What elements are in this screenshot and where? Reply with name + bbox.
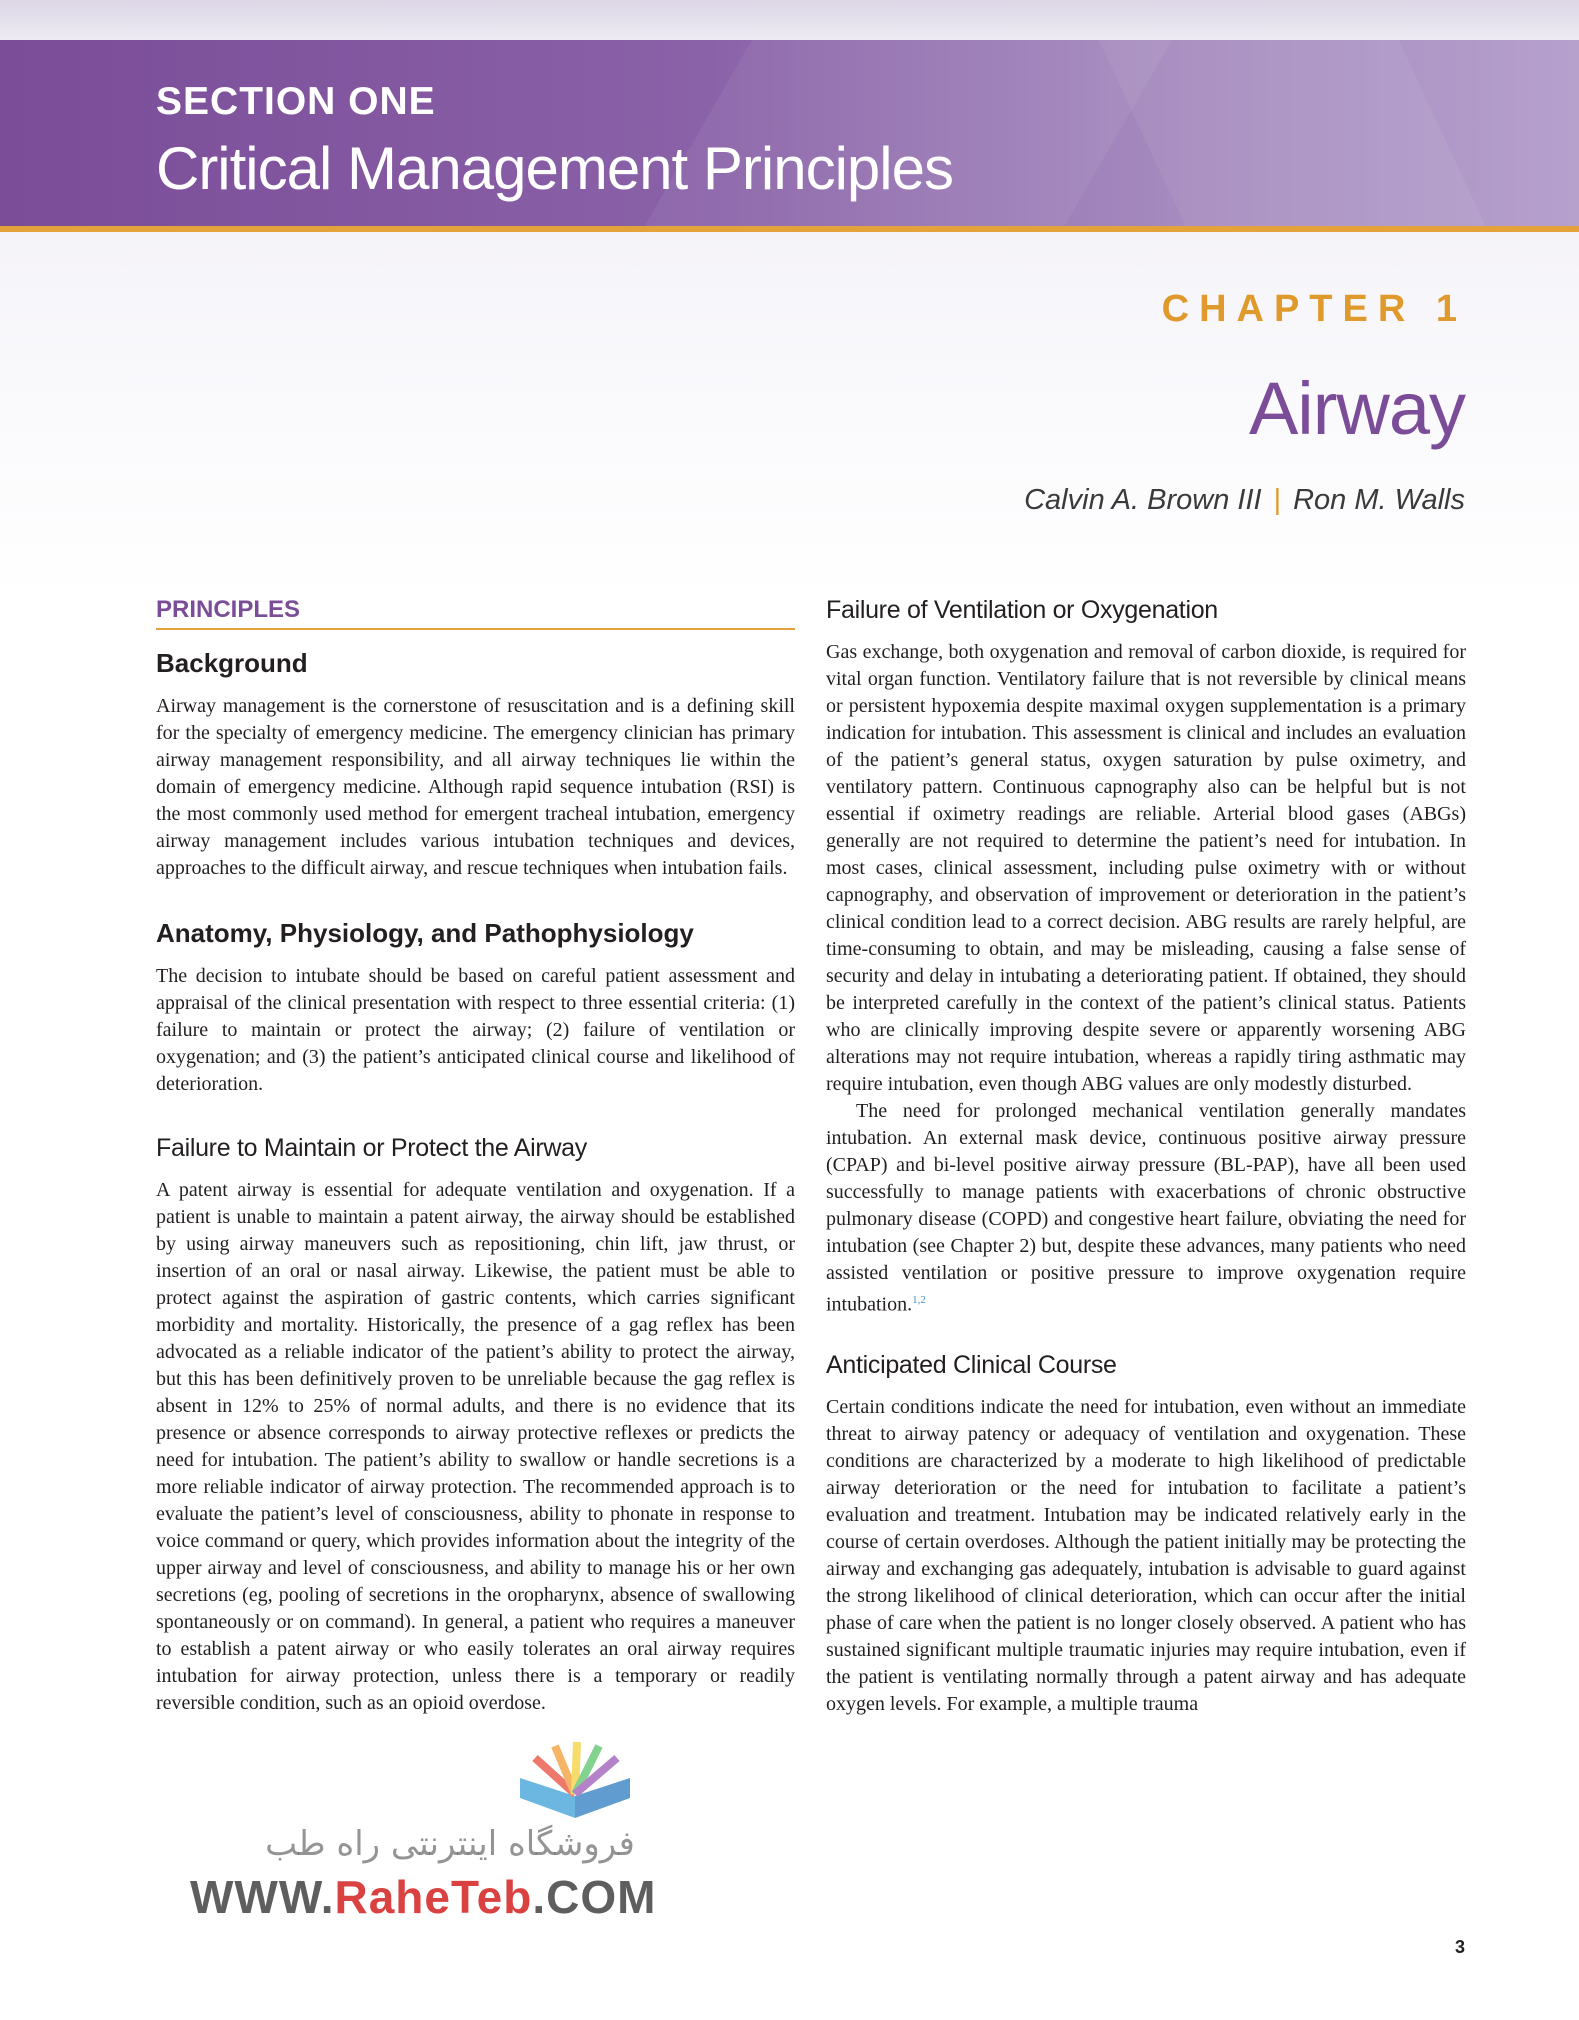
watermark-url: [190, 1870, 656, 1924]
section-label: SECTION ONE: [156, 80, 436, 123]
background-heading: Background: [156, 648, 308, 678]
course-heading: Anticipated Clinical Course: [826, 1350, 1117, 1379]
watermark-url-suffix: .COM: [532, 1871, 657, 1923]
watermark-url-prefix: WWW.: [190, 1871, 335, 1923]
watermark-url-brand: RaheTeb: [334, 1871, 533, 1923]
left-column: [156, 596, 795, 1717]
book-logo-icon: [515, 1738, 635, 1828]
author-second: Ron M. Walls: [1293, 484, 1465, 516]
course-paragraph: Certain conditions indicate the need for intubation, even without an immediate threat to airway patency or adequacy of ventilation and oxygenation. These conditions are characterized by a moderate to high likelihood of predictable airway deterioration or the need for intubation to facilitate a patient’s evaluation and treatment. Intubation may be indicated relatively early in the course of certain overdoses. Although the patient initially may be protecting the airway and exchanging gas adequately, intubation is advisable to guard against the strong likelihood of clinical deterioration, which can occur after the initial phase of care when the patient is no longer closely observed. A patient who has sustained significant multiple traumatic injuries may require intubation, even if the patient is ventilating normally through a patent airway and has adequate oxygen levels. For example, a multiple trauma: [826, 1395, 1466, 1715]
principles-heading: PRINCIPLES: [156, 596, 795, 630]
author-first: Calvin A. Brown III: [1024, 484, 1262, 516]
banner-accent-line: [0, 226, 1579, 232]
failure-airway-heading: Failure to Maintain or Protect the Airway: [156, 1134, 587, 1162]
ventilation-paragraph-2: [826, 1098, 1466, 1319]
chapter-label: CHAPTER 1: [1161, 288, 1467, 330]
chapter-title: Airway: [1248, 367, 1465, 450]
right-column: [826, 596, 1466, 1718]
ventilation-paragraph-2-text: The need for prolonged mechanical ventilation generally mandates intubation. An external mask device, continuous positive airway pressure (CPAP) and bi-level positive airway pressure (BL-PAP), have all been used successfully to manage patients with exacerbations of chronic obstructive pulmonary disease (COPD) and congestive heart failure, obviating the need for intubation (see Chapter 2) but, despite these advances, many patients who need assisted ventilation or positive pressure to improve oxygenation require intubation.: [826, 1100, 1466, 1316]
ventilation-paragraph-1: Gas exchange, both oxygenation and removal of carbon dioxide, is required for vital organ function. Ventilatory failure that is not reversible by clinical means or persistent hypoxemia despite maximal oxygen supplementation is a primary indication for intubation. This assessment is clinical and includes an evaluation of the patient’s general status, oxygen saturation by pulse oximetry, and ventilatory pattern. Continuous capnography also can be helpful but is not essential if oximetry readings are reliable. Arterial blood gases (ABGs) generally are not required to determine the patient’s need for intubation. In most cases, clinical assessment, including pulse oximetry with or without capnography, and observation of improvement or deterioration in the patient’s clinical condition lead to a correct decision. ABG results are rarely helpful, are time-consuming to obtain, and may be misleading, causing a false sense of security and delay in intubating a deteriorating patient. If obtained, they should be interpreted carefully in the context of the patient’s clinical status. Patients who are clinically improving despite severe or apparently worsening ABG alterations may not require intubation, whereas a rapidly tiring asthmatic may require intubation, even though ABG values are only modestly disturbed.: [826, 641, 1466, 1095]
failure-airway-paragraph: A patent airway is essential for adequate ventilation and oxygenation. If a patient is unable to maintain a patent airway, the airway should be established by using airway maneuvers such as repositioning, chin lift, jaw thrust, or insertion of an oral or nasal airway. Likewise, the patient must be able to protect against the aspiration of gastric contents, which carries significant morbidity and mortality. Historically, the presence of a gag reflex has been advocated as a reliable indicator of the patient’s ability to protect the airway, but this has been definitively proven to be unreliable because the gag reflex is absent in 12% to 25% of normal adults, and there is no evidence that its presence or absence corresponds to airway protective reflexes or predicts the need for intubation. The patient’s ability to swallow or handle secretions is a more reliable indicator of airway protection. The recommended approach is to evaluate the patient’s level of consciousness, ability to phonate in response to voice command or query, which provides information about the integrity of the upper airway and level of consciousness, and ability to manage his or her own secretions (eg, pooling of secretions in the oropharynx, absence of swallowing spontaneously or on command). In general, a patient who requires a maneuver to establish a patent airway or who easily tolerates an oral airway requires intubation for airway protection, unless there is a temporary or readily reversible condition, such as an opioid overdose.: [156, 1179, 795, 1714]
watermark: [190, 1738, 710, 1928]
author-separator: |: [1273, 484, 1282, 516]
section-title: Critical Management Principles: [156, 135, 953, 202]
anatomy-heading: Anatomy, Physiology, and Pathophysiology: [156, 918, 694, 948]
authors: [1024, 484, 1465, 517]
reference-link[interactable]: 1,2: [912, 1294, 926, 1306]
page-number: 3: [1454, 1937, 1465, 1957]
ventilation-heading: Failure of Ventilation or Oxygenation: [826, 596, 1218, 624]
anatomy-paragraph: The decision to intubate should be based on careful patient assessment and appraisal of the clinical presentation with respect to three essential criteria: (1) failure to maintain or protect the airway; (2) failure of ventilation or oxygenation; and (3) the patient’s anticipated clinical course and likelihood of deterioration.: [156, 965, 795, 1095]
background-paragraph: Airway management is the cornerstone of resuscitation and is a defining skill for the specialty of emergency medicine. The emergency clinician has primary airway management responsibility, and all airway techniques lie within the domain of emergency medicine. Although rapid sequence intubation (RSI) is the most commonly used method for emergent tracheal intubation, emergency airway management includes various intubation techniques and devices, approaches to the difficult airway, and rescue techniques when intubation fails.: [156, 695, 795, 879]
watermark-persian-text: فروشگاه اینترنتی راه طب: [265, 1824, 635, 1864]
